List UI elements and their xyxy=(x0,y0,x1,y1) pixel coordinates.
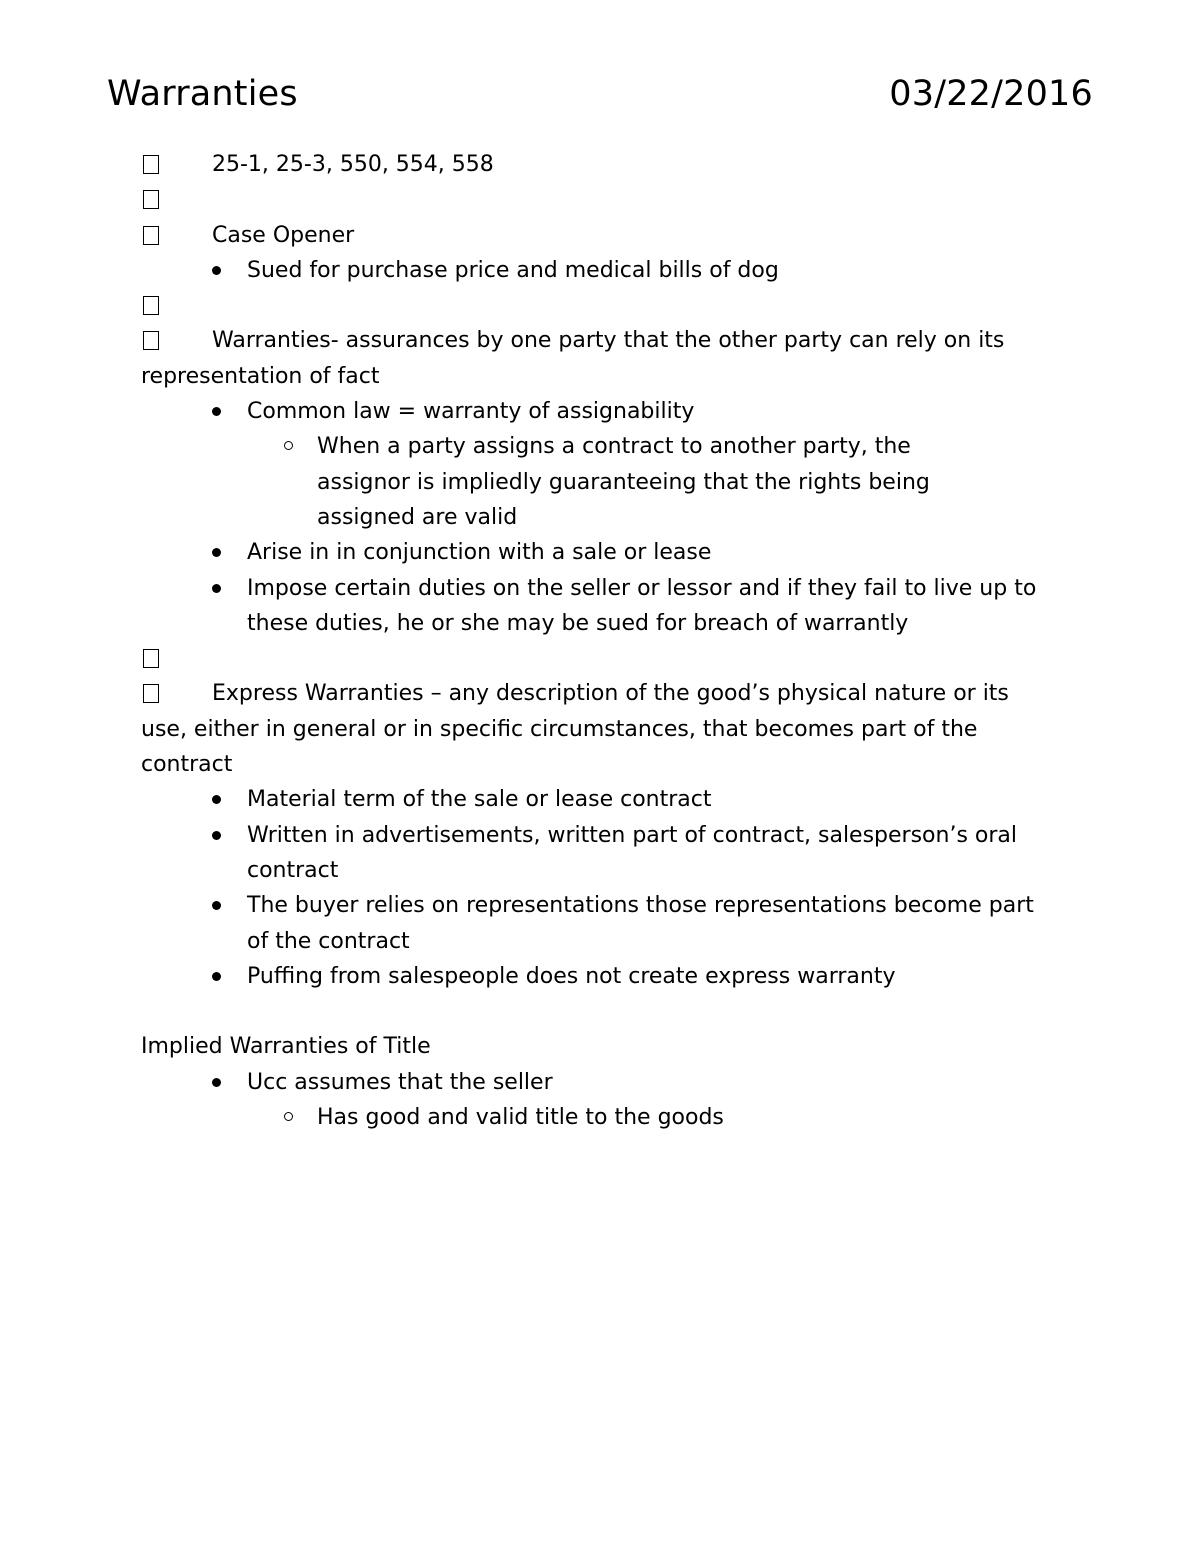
note-line-empty xyxy=(0,182,1200,217)
note-line-empty xyxy=(0,641,1200,676)
warranties-definition: Warranties- assurances by one party that the other party can rely on its representation of fact xyxy=(141,328,1005,389)
missing-glyph-icon xyxy=(143,684,159,703)
missing-glyph-icon xyxy=(143,331,159,350)
missing-glyph-icon xyxy=(143,226,159,245)
list-item: Arise in in conjunction with a sale or lease xyxy=(247,535,1047,570)
missing-glyph-icon xyxy=(143,296,159,315)
list-item: Material term of the sale or lease contract xyxy=(247,782,1047,817)
notes-body xyxy=(0,147,1200,1135)
sub-list-item: When a party assigns a contract to another party, the assignor is impliedly guaranteeing that the rights being assigned are valid xyxy=(317,429,997,535)
case-opener-heading: Case Opener xyxy=(212,222,355,248)
missing-glyph-icon xyxy=(143,155,159,174)
list-item: Written in advertisements, written part of contract, salesperson’s oral contract xyxy=(247,818,1047,889)
list-item: The buyer relies on representations those representations become part of the contract xyxy=(247,888,1047,959)
list-item: Common law = warranty of assignability xyxy=(247,394,1047,429)
note-line-empty xyxy=(0,288,1200,323)
missing-glyph-icon xyxy=(143,649,159,668)
list-item: Ucc assumes that the seller xyxy=(247,1065,1047,1100)
page-date: 03/22/2016 xyxy=(889,74,1093,114)
list-item: Impose certain duties on the seller or lessor and if they fail to live up to these duties, he or she may be sued for breach of warrantly xyxy=(247,571,1047,642)
list-item: Puffing from salespeople does not create express warranty xyxy=(247,959,1047,994)
implied-title-heading: Implied Warranties of Title xyxy=(141,1034,431,1060)
express-warranties-definition: Express Warranties – any description of the good’s physical nature or its use, either in general or in specific circumstances, that becomes part of the contract xyxy=(141,681,1009,778)
sub-list-item: Has good and valid title to the goods xyxy=(317,1100,997,1135)
note-line xyxy=(0,218,1200,253)
page-header xyxy=(107,70,1093,118)
page-references: 25-1, 25-3, 550, 554, 558 xyxy=(212,152,494,177)
page-title: Warranties xyxy=(107,74,298,114)
note-line xyxy=(0,323,1200,394)
note-line xyxy=(0,676,1200,782)
note-line xyxy=(0,1029,1200,1064)
blank-line xyxy=(0,994,1200,1029)
missing-glyph-icon xyxy=(143,190,159,209)
note-line xyxy=(0,147,1200,182)
list-item: Sued for purchase price and medical bills of dog xyxy=(247,253,1047,288)
